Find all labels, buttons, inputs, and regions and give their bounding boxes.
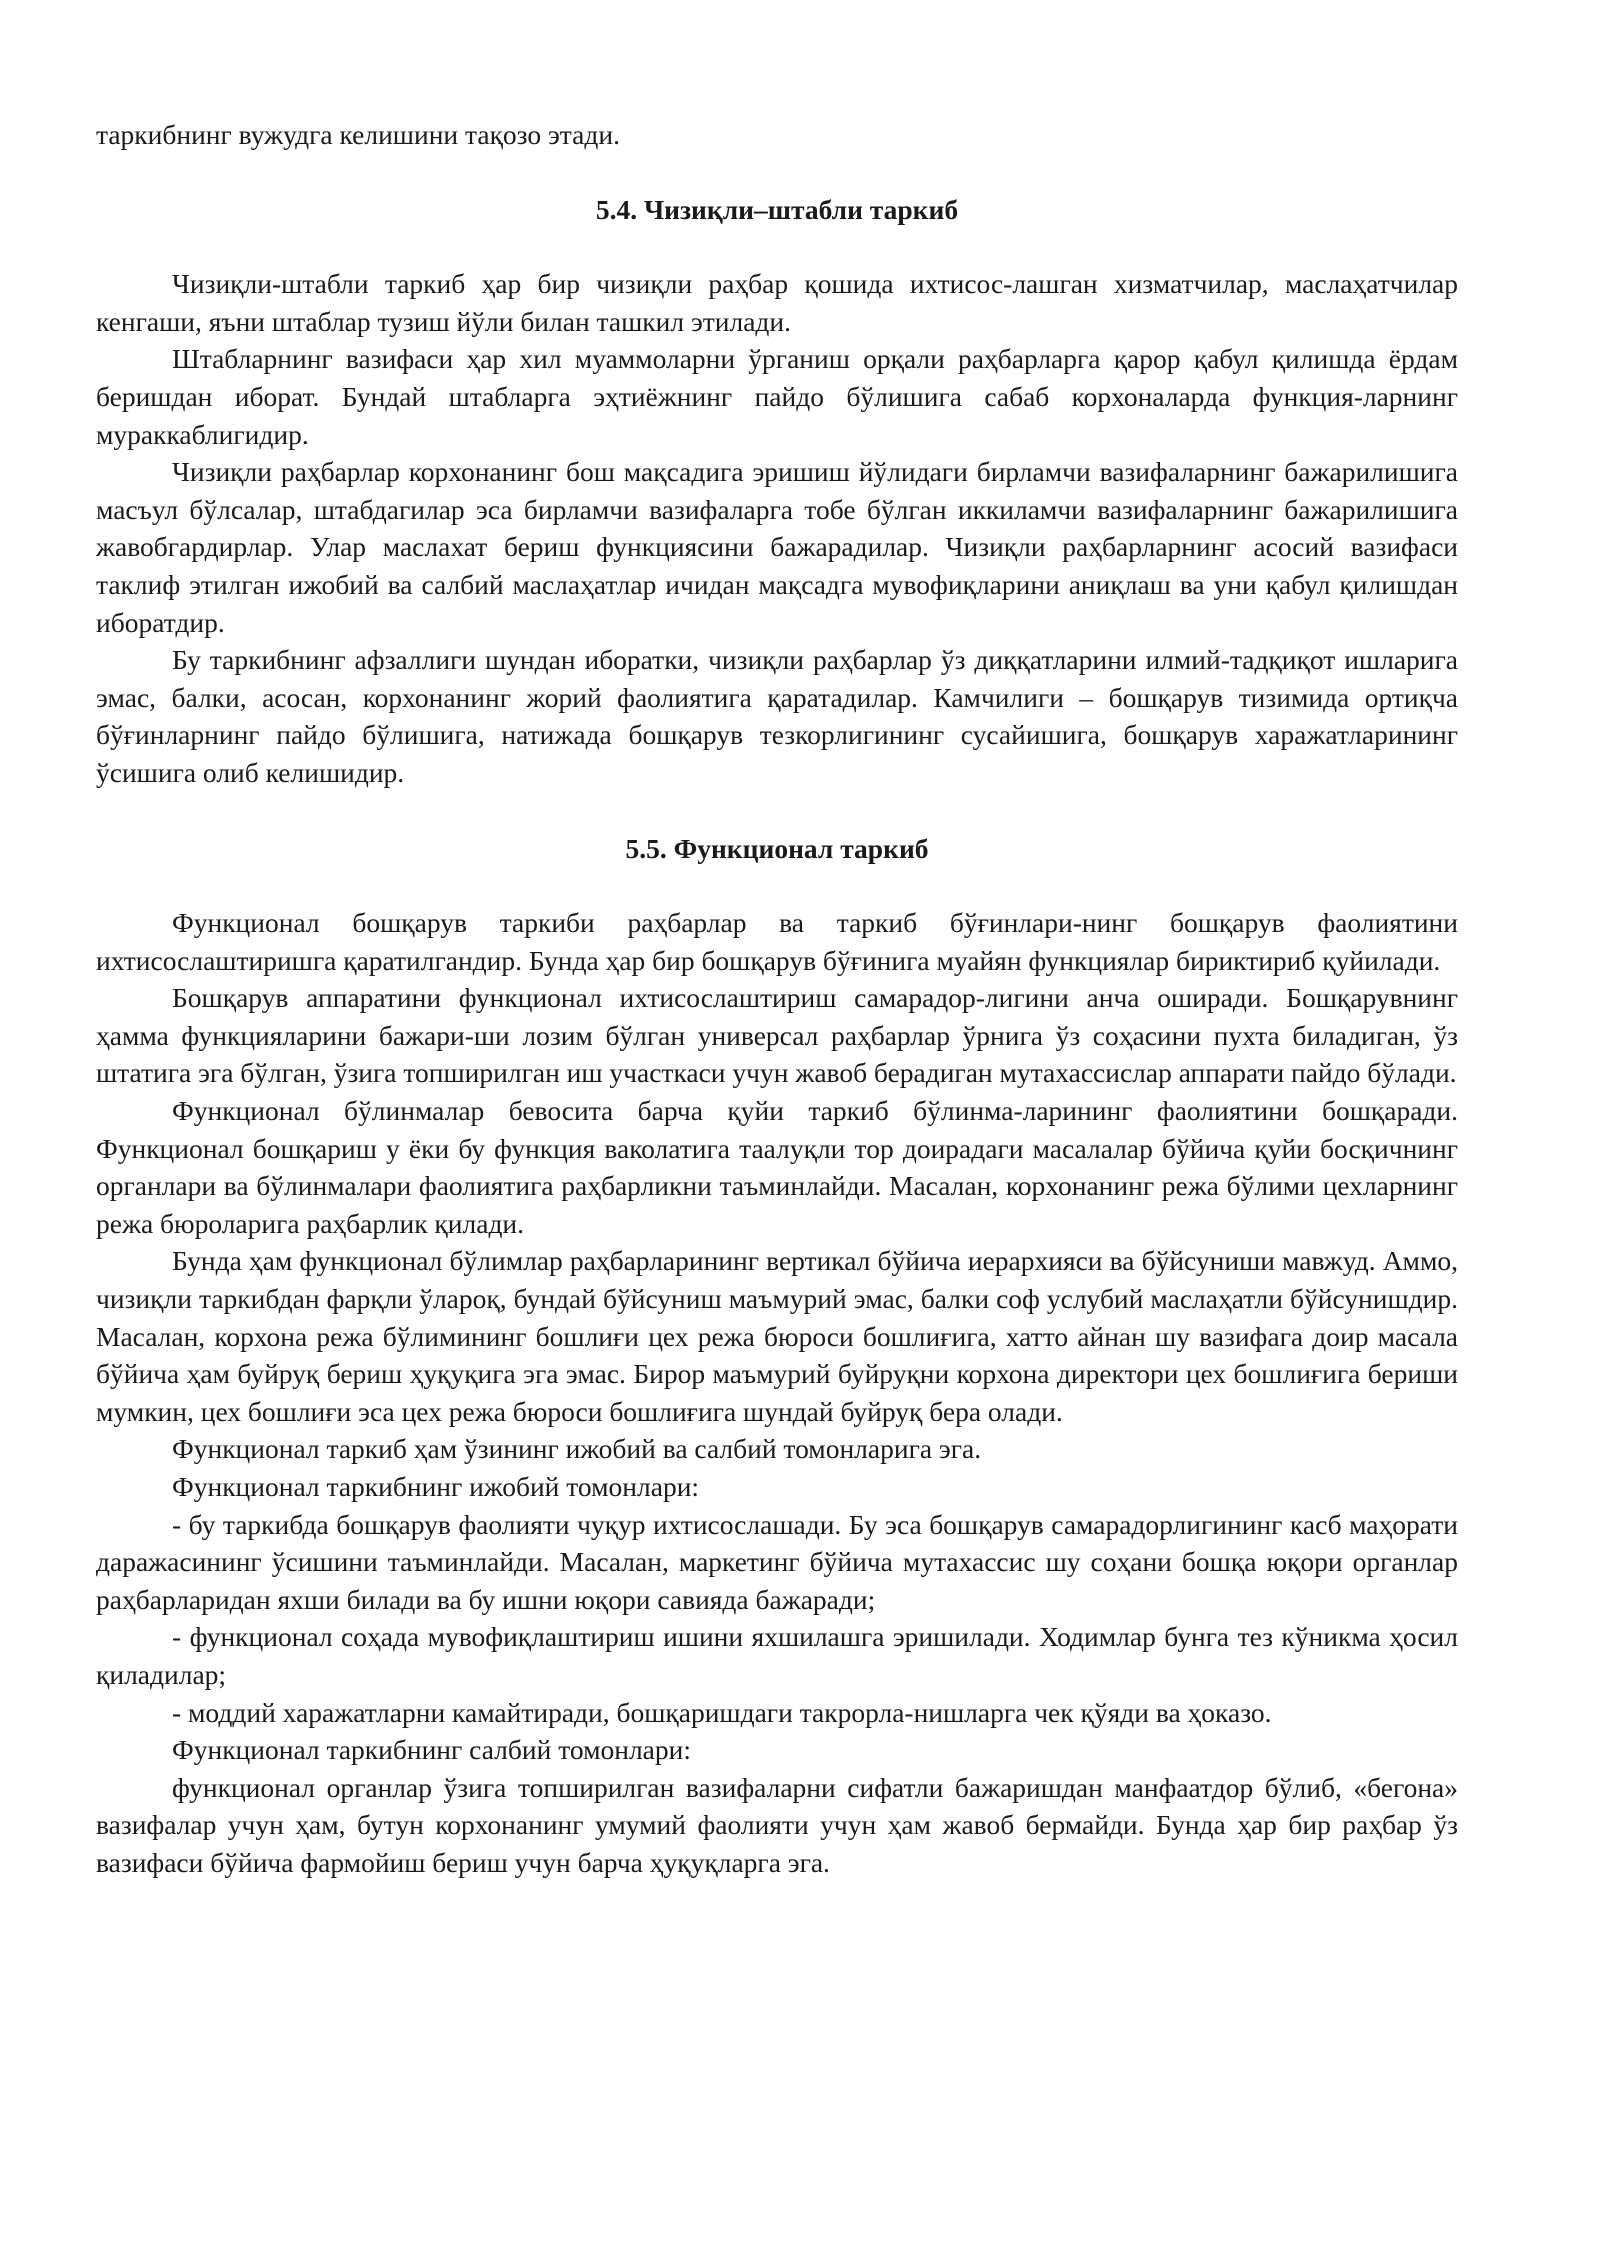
lead-line: таркибнинг вужудга келишини тақозо этади. (96, 119, 620, 150)
paragraph-5-5-2: Бошқарув аппаратини функционал ихтисослаштириш самарадор-лигини анча оширади. Бошқарувнинг ҳамма функцияларини бажари-ши лозим бўлган универсал раҳбарлар ўрнига ўз соҳасини пухта биладиган, ўз штатига эга бўлган, ўзига топширилган иш участкаси учун жавоб берадиган мутахассислар аппарати пайдо бўлади. (96, 982, 1458, 1089)
section-heading-5-4: 5.4. Чизиқли–штабли таркиб (595, 193, 959, 225)
list-item-positive-2: - функционал соҳада мувофиқлаштириш ишини яхшилашга эришилади. Ходимлар бунга тез кўникма ҳосил қиладилар; (96, 1621, 1458, 1690)
paragraph-5-4-4: Бу таркибнинг афзаллиги шундан иборатки, чизиқли раҳбарлар ўз диққатларини илмий-тадқиқот ишларига эмас, балки, асосан, корхонанинг жорий фаолиятига қаратадилар. Камчилиги – бошқарув тизимида ортиқча бўғинларнинг пайдо бўлишига, натижада бошқарув тезкорлигининг сусайишига, бошқарув харажатларининг ўсишига олиб келишидир. (96, 644, 1458, 788)
list-item-positive-1: - бу таркибда бошқарув фаолияти чуқур ихтисослашади. Бу эса бошқарув самарадорлигининг касб маҳорати даражасининг ўсишини таъминлайди. Масалан, маркетинг бўйича мутахассис шу соҳани бошқа юқори органлар раҳбарларидан яхши билади ва бу ишни юқори савияда бажаради; (96, 1508, 1458, 1615)
negative-sides-heading: Функционал таркибнинг салбий томонлари: (172, 1734, 691, 1766)
paragraph-5-5-4: Бунда ҳам функционал бўлимлар раҳбарларининг вертикал бўйича иерархияси ва бўйсуниши мавжуд. Аммо, чизиқли таркибдан фарқли ўлароқ, бундай бўйсуниш маъмурий эмас, балки соф услубий маслаҳатли бўйсунишдир. Масалан, корхона режа бўлимининг бошлиғи цех режа бюроси бошлиғига, хатто айнан шу вазифага доир масала бўйича ҳам буйруқ бериш ҳуқуқига эга эмас. Бирор маъмурий буйруқни корхона директори цех бошлиғига бериши мумкин, цех бошлиғи эса цех режа бюроси бошлиғига шундай буйруқ бера олади. (96, 1245, 1458, 1427)
paragraph-5-4-3: Чизиқли раҳбарлар корхонанинг бош мақсадига эришиш йўлидаги бирламчи вазифаларнинг бажарилишига масъул бўлсалар, штабдагилар эса бирламчи вазифаларга тобе бўлган иккиламчи вазифаларнинг бажарилишига жавобгардирлар. Улар маслахат бериш функциясини бажарадилар. Чизиқли раҳбарларнинг асосий вазифаси таклиф этилган ижобий ва салбий маслаҳатлар ичидан мақсадга мувофиқларини аниқлаш ва уни қабул қилишдан иборатдир. (96, 456, 1458, 638)
paragraph-5-5-1: Функционал бошқарув таркиби раҳбарлар ва таркиб бўғинлари-нинг бошқарув фаолиятини ихтисослаштиришга қаратилгандир. Бунда ҳар бир бошқарув бўғинига муайян функциялар бириктириб қуйилади. (96, 907, 1458, 976)
positive-sides-heading: Функционал таркибнинг ижобий томонлари: (172, 1471, 700, 1502)
paragraph-5-4-1: Чизиқли-штабли таркиб ҳар бир чизиқли раҳбар қошида ихтисос-лашган хизматчилар, маслаҳатчилар кенгаши, яъни штаблар тузиш йўли билан ташкил этилади. (96, 268, 1458, 337)
section-heading-5-5: 5.5. Функционал таркиб (625, 832, 929, 864)
paragraph-5-4-2: Штабларнинг вазифаси ҳар хил муаммоларни ўрганиш орқали раҳбарларга қарор қабул қилишда ёрдам беришдан иборат. Бундай штабларга эҳтиёжнинг пайдо бўлишига сабаб корхоналарда функция-ларнинг мураккаблигидир. (96, 343, 1458, 450)
paragraph-5-5-5: Функционал таркиб ҳам ўзининг ижобий ва салбий томонларига эга. (172, 1433, 982, 1465)
paragraph-5-5-3: Функционал бўлинмалар бевосита барча қуйи таркиб бўлинма-ларининг фаолиятини бошқаради. Функционал бошқариш у ёки бу функция ваколатига таалуқли тор доирадаги масалалар бўйича қуйи босқичнинг органлари ва бўлинмалари фаолиятига раҳбарликни таъминлайди. Масалан, корхонанинг режа бўлими цехларнинг режа бюроларига раҳбарлик қилади. (96, 1095, 1458, 1239)
list-item-positive-3: - моддий харажатларни камайтиради, бошқаришдаги такрорла-нишларга чек қўяди ва ҳоказо. (172, 1696, 1272, 1728)
paragraph-negative-1: функционал органлар ўзига топширилган вазифаларни сифатли бажаришдан манфаатдор бўлиб, «бегона» вазифалар учун ҳам, бутун корхонанинг умумий фаолияти учун ҳам жавоб бермайди. Бунда ҳар бир раҳбар ўз вазифаси бўйича фармойиш бериш учун барча ҳуқуқларга эга. (96, 1771, 1458, 1878)
document-page (96, 116, 1458, 1882)
